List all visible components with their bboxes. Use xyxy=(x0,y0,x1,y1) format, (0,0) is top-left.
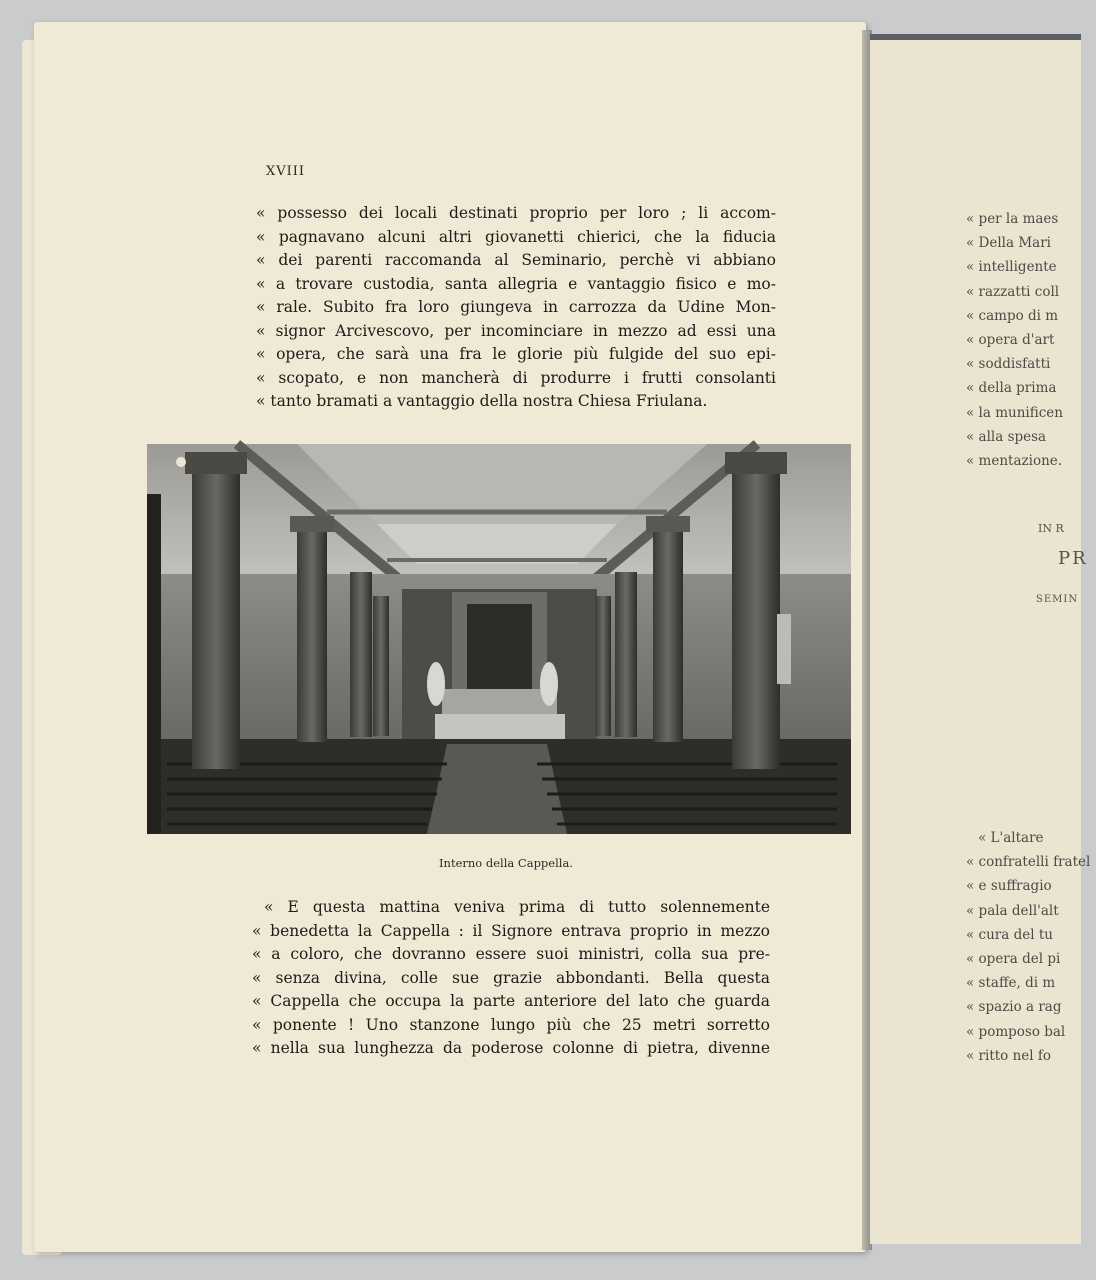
text-line: « pala dell'alt xyxy=(966,902,1059,919)
text-line: « la munificen xyxy=(966,404,1063,421)
text-line: « a trovare custodia, santa allegria e vantaggio fisico e mo- xyxy=(256,274,776,293)
text-line: « possesso dei locali destinati proprio per loro ; li accom- xyxy=(256,204,776,222)
text-line: « a coloro, che dovranno essere suoi ministri, colla sua pre- xyxy=(252,945,770,963)
text-line: « cura del tu xyxy=(966,926,1053,943)
photo-caption: Interno della Cappella. xyxy=(439,856,573,870)
chapel-interior-photo xyxy=(147,444,851,834)
text-line: « pagnavano alcuni altri giovanetti chierici, che la fiducia xyxy=(256,227,776,246)
text-line: « e suffragio xyxy=(966,878,1052,895)
right-paragraph-1 xyxy=(966,207,1096,473)
text-line: « tanto bramati a vantaggio della nostra Chiesa Friulana. xyxy=(256,392,708,410)
chapel-illustration xyxy=(147,444,851,834)
text-line: « pomposo bal xyxy=(966,1023,1066,1040)
right-page-top-edge xyxy=(870,34,1081,40)
text-line: « staffe, di m xyxy=(966,975,1056,992)
text-line: « campo di m xyxy=(966,307,1059,324)
right-paragraph-2 xyxy=(966,826,1096,1068)
text-line: « Della Mari xyxy=(966,235,1051,252)
text-line: « opera, che sarà una fra le glorie più fulgide del suo epi- xyxy=(256,345,776,363)
right-heading-2: PR xyxy=(1058,548,1088,569)
right-heading-3: SEMIN xyxy=(1036,594,1079,605)
text-line: « razzatti coll xyxy=(966,283,1060,300)
text-line: « senza divina, colle sue grazie abbondanti. Bella questa xyxy=(252,968,770,987)
text-line: « opera d'art xyxy=(966,332,1055,349)
text-line: « signor Arcivescovo, per incominciare in mezzo ad essi una xyxy=(256,321,776,340)
text-line: « alla spesa xyxy=(966,428,1047,445)
text-line: « rale. Subito fra loro giungeva in carrozza da Udine Mon- xyxy=(256,298,776,316)
paragraph-2 xyxy=(252,896,770,1061)
paragraph-1 xyxy=(256,202,776,414)
text-line: « intelligente xyxy=(966,259,1057,276)
text-line: « benedetta la Cappella : il Signore entrava proprio in mezzo xyxy=(252,921,770,940)
text-line: « confratelli fratel xyxy=(966,854,1091,871)
text-line: « della prima xyxy=(966,380,1057,397)
text-line: « spazio a rag xyxy=(966,999,1062,1016)
text-line: « soddisfatti xyxy=(966,356,1051,373)
text-line: « mentazione. xyxy=(966,453,1063,470)
text-line: « E questa mattina veniva prima di tutto solennemente xyxy=(264,898,770,916)
text-line: « dei parenti raccomanda al Seminario, perchè vi abbiano xyxy=(256,251,776,269)
text-line: « Cappella che occupa la parte anteriore del lato che guarda xyxy=(252,992,770,1010)
right-heading-1: IN R xyxy=(1038,522,1064,535)
text-line: « ritto nel fo xyxy=(966,1047,1052,1064)
text-line: « scopato, e non mancherà di produrre i frutti consolanti xyxy=(256,368,776,387)
text-line: « ponente ! Uno stanzone lungo più che 25 metri sorretto xyxy=(252,1015,770,1034)
text-line: « per la maes xyxy=(966,211,1059,227)
text-line: « nella sua lunghezza da poderose colonne di pietra, divenne xyxy=(252,1039,770,1057)
text-line: « L'altare xyxy=(978,830,1044,846)
page-number: XVIII xyxy=(266,164,306,179)
text-line: « opera del pi xyxy=(966,951,1061,968)
